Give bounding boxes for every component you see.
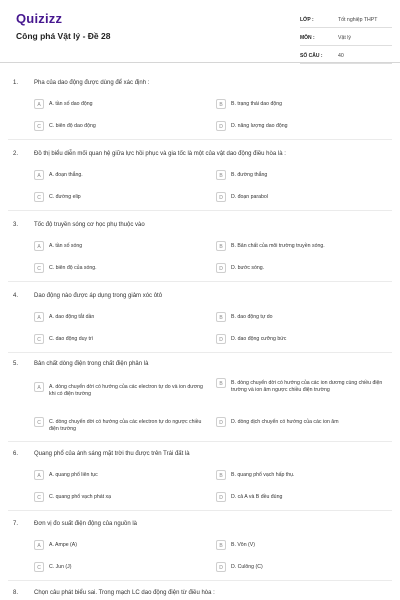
option-a[interactable] xyxy=(34,312,204,322)
option-letter: D xyxy=(216,121,226,131)
option-a[interactable] xyxy=(34,470,204,480)
question-divider xyxy=(8,210,392,211)
option-letter: C xyxy=(34,562,44,572)
option-letter: B xyxy=(216,470,226,480)
question-divider xyxy=(8,139,392,140)
option-a[interactable] xyxy=(34,241,204,251)
question-number: 2. xyxy=(13,151,19,157)
question-text: Đồ thị biểu diễn mối quan hệ giữa lực hồi phục và gia tốc là một của vật dao động điều hòa là : xyxy=(34,151,286,157)
option-letter: D xyxy=(216,562,226,572)
meta-value: 40 xyxy=(338,52,344,59)
option-text: B. Bản chất của môi trường truyền sóng. xyxy=(231,242,325,249)
question-divider xyxy=(8,281,392,282)
question-number: 5. xyxy=(13,361,19,367)
option-a[interactable] xyxy=(34,170,204,180)
option-text: A. dòng chuyển dời có hướng của các electron tự do và ion dương khi có điện trường xyxy=(49,383,203,397)
option-letter: D xyxy=(216,492,226,502)
option-b[interactable] xyxy=(216,540,386,550)
option-text: A. quang phổ liên tục xyxy=(49,471,98,478)
option-letter: D xyxy=(216,417,226,427)
option-text: B. đường thẳng xyxy=(231,171,268,178)
option-letter: A xyxy=(34,312,44,322)
option-b[interactable] xyxy=(216,312,386,322)
option-letter: A xyxy=(34,241,44,251)
option-a[interactable] xyxy=(34,540,204,550)
question-line xyxy=(13,521,384,527)
question-text: Pha của dao động được dùng để xác định : xyxy=(34,80,150,86)
option-letter: B xyxy=(216,312,226,322)
option-text: B. quang phổ vạch hấp thụ. xyxy=(231,471,295,478)
meta-row-count xyxy=(300,48,392,64)
option-text: D. Culông (C) xyxy=(231,563,263,570)
option-letter: C xyxy=(34,192,44,202)
option-c[interactable] xyxy=(34,192,204,202)
option-text: D. dòng dịch chuyển có hướng của các ion âm xyxy=(231,418,339,425)
option-text: B. trạng thái dao động xyxy=(231,100,283,107)
option-letter: D xyxy=(216,334,226,344)
option-d[interactable] xyxy=(216,562,386,572)
option-text: C. quang phổ vạch phát xạ xyxy=(49,493,112,500)
option-text: C. biên độ của sóng. xyxy=(49,264,97,271)
option-text: D. cả A và B đều đúng xyxy=(231,493,283,500)
option-text: A. tần số sóng xyxy=(49,242,83,249)
option-text: D. dao động cưỡng bức xyxy=(231,335,287,342)
question-text: Bản chất dòng điện trong chất điện phân là xyxy=(34,361,149,367)
question-text: Dao động nào được áp dụng trong giảm xóc ôtô xyxy=(34,293,163,299)
question-number: 3. xyxy=(13,222,19,228)
meta-label: SỐ CÂU : xyxy=(300,52,323,59)
option-letter: C xyxy=(34,334,44,344)
meta-row-class xyxy=(300,12,392,28)
option-c[interactable] xyxy=(34,121,204,131)
option-c[interactable] xyxy=(34,263,204,273)
meta-label: LỚP : xyxy=(300,16,314,23)
question-line xyxy=(13,293,384,299)
question-line xyxy=(13,361,384,367)
option-text: A. đoạn thẳng. xyxy=(49,171,83,178)
option-a[interactable] xyxy=(34,99,204,109)
meta-row-subject xyxy=(300,30,392,46)
worksheet-header xyxy=(0,0,400,63)
option-text: A. tần số dao động xyxy=(49,100,93,107)
question-divider xyxy=(8,510,392,511)
meta-table xyxy=(300,12,392,66)
option-d[interactable] xyxy=(216,492,386,502)
question-number: 4. xyxy=(13,293,19,299)
option-letter: B xyxy=(216,99,226,109)
question-line xyxy=(13,151,384,157)
option-text: A. Ampe (A) xyxy=(49,541,77,548)
meta-value: Vật lý xyxy=(338,34,351,41)
option-letter: A xyxy=(34,99,44,109)
question-line xyxy=(13,222,384,228)
option-letter: B xyxy=(216,378,226,388)
option-text: D. bước sóng. xyxy=(231,264,265,271)
meta-label: MÔN : xyxy=(300,34,315,41)
question-number: 1. xyxy=(13,80,19,86)
option-c[interactable] xyxy=(34,562,204,572)
meta-value: Tốt nghiệp THPT xyxy=(338,16,378,23)
option-text: C. Jun (J) xyxy=(49,563,72,570)
question-line xyxy=(13,590,384,596)
option-letter: B xyxy=(216,540,226,550)
option-text: A. dao động tắt dần xyxy=(49,313,95,320)
option-b[interactable] xyxy=(216,99,386,109)
option-text: C. dòng chuyển dời có hướng của các electron tự do ngược chiều điện trường xyxy=(49,418,202,432)
option-b[interactable] xyxy=(216,470,386,480)
option-d[interactable] xyxy=(216,192,386,202)
option-d[interactable] xyxy=(216,417,386,427)
question-text: Chọn câu phát biểu sai. Trong mạch LC dao động điện từ điều hòa : xyxy=(34,590,215,596)
question-text: Quang phổ của ánh sáng mặt trời thu được trên Trái đất là xyxy=(34,451,190,457)
question-text: Tốc độ truyền sóng cơ học phụ thuộc vào xyxy=(34,222,145,228)
option-letter: A xyxy=(34,382,44,392)
question-number: 6. xyxy=(13,451,19,457)
option-b[interactable] xyxy=(216,378,386,394)
option-letter: C xyxy=(34,417,44,427)
option-letter: B xyxy=(216,170,226,180)
option-c[interactable] xyxy=(34,492,204,502)
option-text: B. dòng chuyển dời có hướng của các ion dương cùng chiều điện trường và ion âm ngược chiều điện trường xyxy=(231,379,383,393)
option-c[interactable] xyxy=(34,334,204,344)
option-letter: A xyxy=(34,170,44,180)
option-letter: D xyxy=(216,192,226,202)
quizizz-logo: Quizizz xyxy=(16,11,63,26)
option-text: D. năng lượng dao động xyxy=(231,122,288,129)
option-text: C. biên độ dao động xyxy=(49,122,96,129)
option-d[interactable] xyxy=(216,121,386,131)
option-a[interactable] xyxy=(34,382,204,398)
option-text: D. đoạn parabol xyxy=(231,193,268,200)
option-letter: C xyxy=(34,492,44,502)
option-letter: B xyxy=(216,241,226,251)
option-letter: C xyxy=(34,263,44,273)
option-c[interactable] xyxy=(34,417,204,433)
option-b[interactable] xyxy=(216,170,386,180)
quiz-title: Công phá Vật lý - Đề 28 xyxy=(16,31,111,41)
option-text: B. Vôn (V) xyxy=(231,541,255,548)
option-d[interactable] xyxy=(216,334,386,344)
question-line xyxy=(13,451,384,457)
option-text: C. dao động duy trì xyxy=(49,335,94,342)
option-b[interactable] xyxy=(216,241,386,251)
question-number: 8. xyxy=(13,590,19,596)
question-divider xyxy=(8,441,392,442)
option-text: B. dao động tự do xyxy=(231,313,273,320)
question-number: 7. xyxy=(13,521,19,527)
question-line xyxy=(13,80,384,86)
question-text: Đơn vị đo suất điện động của nguồn là xyxy=(34,521,138,527)
option-d[interactable] xyxy=(216,263,386,273)
question-divider xyxy=(8,352,392,353)
option-letter: A xyxy=(34,540,44,550)
option-letter: D xyxy=(216,263,226,273)
question-divider xyxy=(8,580,392,581)
option-text: C. đường elip xyxy=(49,193,81,200)
option-letter: C xyxy=(34,121,44,131)
option-letter: A xyxy=(34,470,44,480)
